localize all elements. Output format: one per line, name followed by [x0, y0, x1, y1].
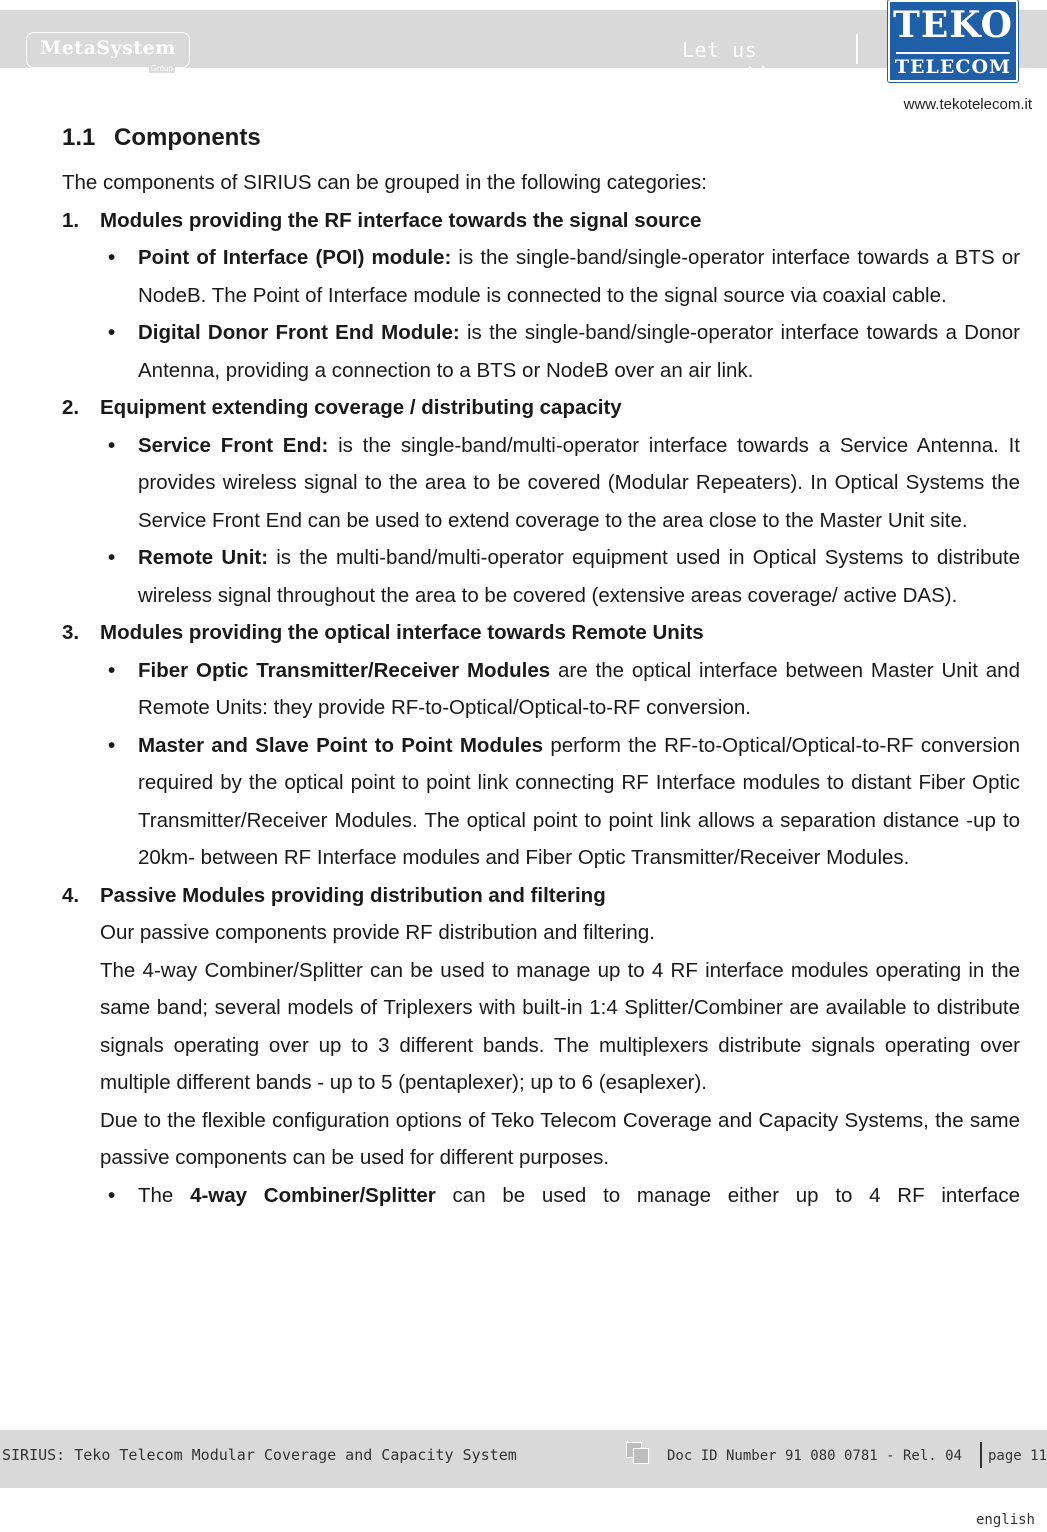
document-icon [626, 1442, 652, 1466]
metasystem-logo-group: Group [150, 64, 173, 73]
category-number: 4. [62, 883, 80, 907]
website-url: www.tekotelecom.it [903, 96, 1032, 113]
list-item-text: can be used to manage either up to 4 RF interface [435, 1183, 1020, 1207]
body-paragraph: Our passive components provide RF distribution and filtering. [100, 921, 655, 944]
body-paragraph: Due to the flexible configuration options of Teko Telecom Coverage and Capacity Systems, the same passive components can be used for different purposes. [100, 1108, 1020, 1169]
category-number: 2. [62, 396, 80, 419]
list-item [62, 427, 1020, 540]
list-item-text: is the single-band/multi-operator interface towards a Service Antenna. It provides wireless signal to the area to be covered (Modular Repeaters). In Optical Systems the Service Front End can be used to extend coverage to the area close to the Master Unit site. [138, 433, 1020, 532]
section-number: 1.1 [62, 124, 96, 151]
footer-page-number: page 11 [988, 1448, 1047, 1464]
category-heading [62, 877, 1020, 915]
metasystem-logo [26, 32, 190, 73]
list-item [62, 1177, 1020, 1215]
list-item [62, 314, 1020, 389]
header-divider [856, 34, 858, 64]
body-paragraph: The 4-way Combiner/Splitter can be used to manage up to 4 RF interface modules operating in the same band; several models of Triplexers with built-in 1:4 Splitter/Combiner are available to distribute signals operating over up to 3 different bands. The multiplexers distribute signals operating over multiple different bands - up to 5 (pentaplexer); up to 6 (esaplexer). [100, 958, 1020, 1094]
list-item-term: Remote Unit: [138, 546, 269, 569]
teko-logo-bottom: TELECOM [894, 56, 1012, 78]
list-item-term: Master and Slave Point to Point Modules [138, 733, 543, 757]
section-title: Components [114, 124, 261, 151]
category-heading [62, 202, 1020, 240]
category-title: Equipment extending coverage / distributing capacity [100, 396, 622, 419]
list-item-text: is the single-band/single-operator interface towards a Donor Antenna, providing a connection to a BTS or NodeB over an air link. [138, 321, 1020, 382]
list-item [62, 652, 1020, 727]
page-content [62, 124, 1020, 1214]
metasystem-logo-name: MetaSystem [40, 37, 176, 59]
bullet-icon: • [108, 1183, 116, 1207]
category-number: 1. [62, 208, 80, 232]
list-item-prefix: The [138, 1183, 191, 1207]
category-title: Passive Modules providing distribution and filtering [100, 883, 606, 907]
list-item [62, 539, 1020, 614]
list-item-text: are the optical interface between Master Unit and Remote Units: they provide RF-to-Optical/Optical-to-RF conversion. [138, 658, 1020, 719]
tagline: Let us repeat! [682, 38, 770, 86]
list-item-term: Service Front End: [138, 433, 329, 457]
bullet-icon: • [108, 546, 116, 569]
list-item [62, 727, 1020, 877]
list-item-text: is the multi-band/multi-operator equipment used in Optical Systems to distribute wireless signal throughout the area to be covered (extensive areas coverage/ active DAS). [138, 546, 1020, 607]
category-title: Modules providing the RF interface towards the signal source [100, 208, 702, 232]
category-title: Modules providing the optical interface towards Remote Units [100, 621, 704, 644]
footer-language: english [975, 1512, 1035, 1528]
list-item-term: Digital Donor Front End Module: [138, 321, 460, 344]
bullet-icon: • [108, 321, 116, 344]
category-heading [62, 614, 1020, 652]
list-item-term: Fiber Optic Transmitter/Receiver Modules [138, 658, 551, 682]
category-heading [62, 389, 1020, 427]
list-item-term: 4-way Combiner/Splitter [190, 1183, 436, 1207]
list-item-term: Point of Interface (POI) module: [138, 246, 452, 269]
footer-doc-id: Doc ID Number 91 080 0781 - Rel. 04 [667, 1448, 963, 1464]
footer-document-title: SIRIUS: Teko Telecom Modular Coverage and Capacity System [2, 1446, 517, 1464]
footer-bar [0, 1430, 1047, 1488]
footer-divider [980, 1442, 982, 1468]
teko-logo-rule [896, 52, 1010, 54]
bullet-icon: • [108, 733, 116, 757]
section-heading [62, 124, 1020, 152]
bullet-icon: • [108, 246, 116, 269]
list-item-text: is the single-band/single-operator interface towards a BTS or NodeB. The Point of Interface module is connected to the signal source via coaxial cable. [138, 246, 1020, 307]
category-number: 3. [62, 621, 80, 644]
teko-telecom-logo [888, 0, 1018, 82]
bullet-icon: • [108, 658, 116, 682]
list-item [62, 239, 1020, 314]
bullet-icon: • [108, 433, 116, 457]
section-intro: The components of SIRIUS can be grouped in the following categories: [62, 171, 707, 194]
teko-logo-top: TEKO [893, 4, 1013, 46]
list-item-text: perform the RF-to-Optical/Optical-to-RF conversion required by the optical point to point link connecting RF Interface modules to distant Fiber Optic Transmitter/Receiver Modules. The optical point to point link allows a separation distance -up to 20km- between RF Interface modules and Fiber Optic Transmitter/Receiver Modules. [138, 733, 1020, 869]
